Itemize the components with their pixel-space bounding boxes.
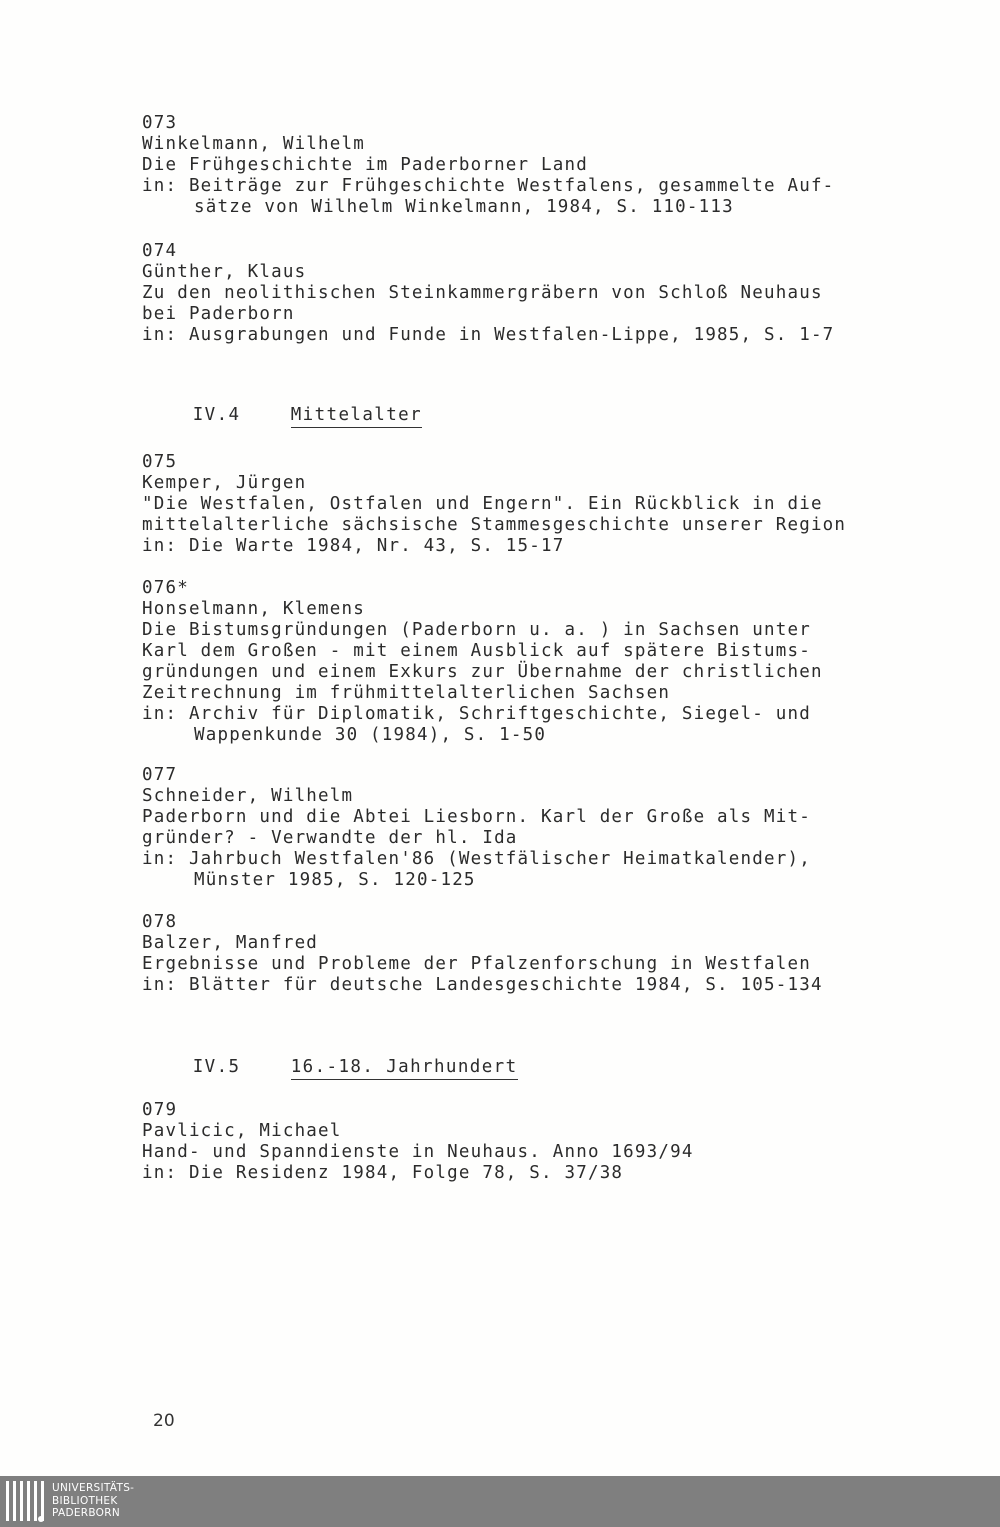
entry-number: 076* (142, 578, 189, 598)
bibliography-entry-073 (142, 113, 922, 218)
entry-title-line: gründer? - Verwandte der hl. Ida (142, 828, 518, 848)
logo-dot-icon (38, 1516, 44, 1522)
bibliography-entry-079 (142, 1100, 922, 1184)
entry-source-line: in: Blätter für deutsche Landesgeschichte 1984, S. 105-134 (142, 975, 823, 995)
entry-title-line: Die Frühgeschichte im Paderborner Land (142, 155, 588, 175)
bibliography-entry-075 (142, 452, 922, 557)
logo-line: BIBLIOTHEK (52, 1494, 118, 1507)
entry-author: Kemper, Jürgen (142, 473, 307, 493)
entry-title-line: "Die Westfalen, Ostfalen und Engern". Ein Rückblick in die (142, 494, 823, 514)
entry-source-line: in: Ausgrabungen und Funde in Westfalen-Lippe, 1985, S. 1-7 (142, 325, 835, 345)
entry-source-line: in: Die Residenz 1984, Folge 78, S. 37/38 (142, 1163, 624, 1183)
entry-author: Winkelmann, Wilhelm (142, 134, 365, 154)
entry-title-line: mittelalterliche sächsische Stammesgeschichte unserer Region (142, 515, 847, 535)
entry-author: Günther, Klaus (142, 262, 307, 282)
entry-source-line: in: Jahrbuch Westfalen'86 (Westfälischer Heimatkalender), (142, 849, 811, 869)
bibliography-entry-077 (142, 765, 922, 891)
logo-line: PADERBORN (52, 1507, 120, 1519)
entry-title-line: Karl dem Großen - mit einem Ausblick auf spätere Bistums- (142, 641, 811, 661)
entry-author: Honselmann, Klemens (142, 599, 365, 619)
bibliography-entry-076 (142, 578, 922, 746)
entry-number: 074 (142, 241, 178, 261)
entry-title-line: bei Paderborn (142, 304, 295, 324)
bibliography-entry-074 (142, 241, 922, 346)
entry-number: 075 (142, 452, 178, 472)
logo-line: UNIVERSITÄTS- (52, 1482, 135, 1494)
bibliography-entry-078 (142, 912, 922, 996)
entry-source-line: in: Beiträge zur Frühgeschichte Westfalens, gesammelte Auf- (142, 176, 835, 196)
entry-source-line: Wappenkunde 30 (1984), S. 1-50 (194, 725, 547, 745)
entry-title-line: gründungen und einem Exkurs zur Übernahme der christlichen (142, 662, 823, 682)
entry-title-line: Die Bistumsgründungen (Paderborn u. a. ) in Sachsen unter (142, 620, 811, 640)
section-title: Mittelalter (291, 405, 422, 428)
library-logo-text (52, 1482, 134, 1520)
entry-title-line: Hand- und Spanndienste in Neuhaus. Anno 1693/94 (142, 1142, 694, 1162)
entry-source-line: Münster 1985, S. 120-125 (194, 870, 476, 890)
library-logo-icon (6, 1481, 44, 1521)
page-number: 20 (153, 1411, 175, 1431)
entry-number: 073 (142, 113, 178, 133)
entry-title-line: Paderborn und die Abtei Liesborn. Karl der Große als Mit- (142, 807, 811, 827)
entry-author: Balzer, Manfred (142, 933, 319, 953)
section-number: IV.5 (192, 1057, 241, 1077)
entry-author: Schneider, Wilhelm (142, 786, 354, 806)
entry-source-line: in: Die Warte 1984, Nr. 43, S. 15-17 (142, 536, 565, 556)
entry-title-line: Ergebnisse und Probleme der Pfalzenforschung in Westfalen (142, 954, 811, 974)
section-heading-iv5 (145, 1037, 518, 1097)
entry-source-line: sätze von Wilhelm Winkelmann, 1984, S. 110-113 (194, 197, 734, 217)
entry-source-line: in: Archiv für Diplomatik, Schriftgeschichte, Siegel- und (142, 704, 811, 724)
section-heading-iv4 (145, 385, 422, 445)
entry-number: 079 (142, 1100, 178, 1120)
entry-number: 078 (142, 912, 178, 932)
entry-title-line: Zeitrechnung im frühmittelalterlichen Sachsen (142, 683, 671, 703)
entry-author: Pavlicic, Michael (142, 1121, 342, 1141)
section-title: 16.-18. Jahrhundert (291, 1057, 518, 1080)
section-number: IV.4 (192, 405, 241, 425)
entry-title-line: Zu den neolithischen Steinkammergräbern von Schloß Neuhaus (142, 283, 823, 303)
entry-number: 077 (142, 765, 178, 785)
library-footer-bar (0, 1476, 1000, 1527)
